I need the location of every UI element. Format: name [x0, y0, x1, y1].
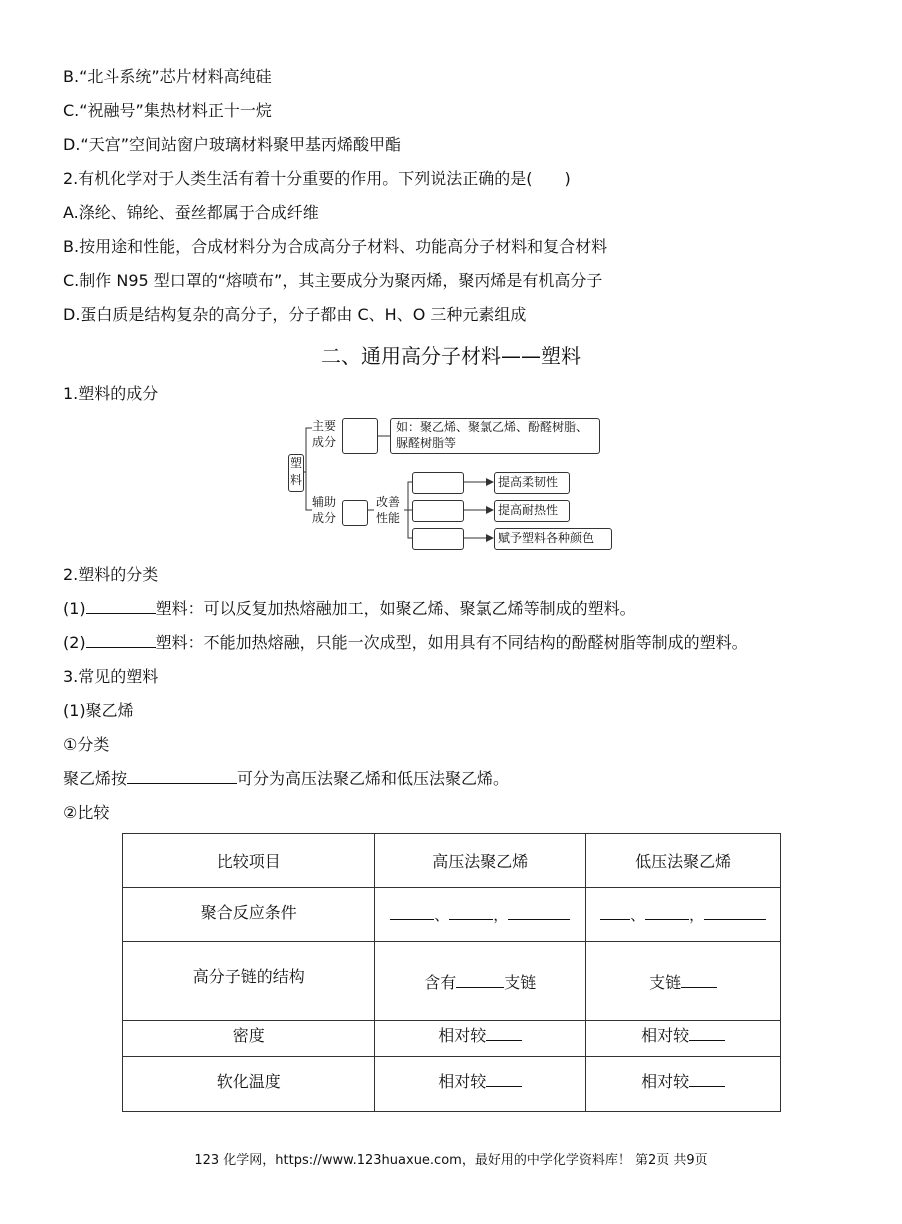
diagram-blank-box-2	[412, 500, 464, 522]
table-cell	[586, 1021, 781, 1057]
cell-text: 相对较	[641, 1072, 690, 1091]
separator: ，	[689, 906, 705, 924]
option-c-line: C.“祝融号”集热材料正十一烷	[63, 101, 272, 120]
fill-blank[interactable]	[86, 599, 156, 614]
question-2-option-c: C.制作 N95 型口罩的“熔喷布”，其主要成分为聚丙烯，聚丙烯是有机高分子	[63, 271, 603, 290]
diagram-blank-box-3	[412, 528, 464, 550]
diagram-blank-box-1	[412, 472, 464, 494]
separator: 、	[630, 906, 646, 924]
subsection-classification: 2.塑料的分类	[63, 565, 159, 584]
page-footer: 123 化学网，https://www.123huaxue.com，最好用的中学化学资料库！ 第2页 共9页	[194, 1153, 708, 1168]
cell-text: 相对较	[438, 1026, 487, 1045]
table-row	[123, 942, 781, 1021]
question-2-option-b: B.按用途和性能，合成材料分为合成高分子材料、功能高分子材料和复合材料	[63, 237, 608, 256]
table-row	[123, 888, 781, 942]
diagram-aux-blank-box	[342, 500, 368, 526]
fill-blank[interactable]	[681, 973, 717, 988]
separator: 、	[434, 906, 450, 924]
cell-text: 支链	[504, 972, 537, 992]
table-header-cell: 比较项目	[123, 834, 375, 888]
table-row-label: 高分子链的结构	[123, 942, 375, 1021]
classification-item-1-number: (1)	[63, 599, 86, 618]
table-cell	[586, 888, 781, 942]
table-row	[123, 1021, 781, 1057]
table-row-label: 软化温度	[123, 1057, 375, 1112]
fill-blank[interactable]	[508, 905, 570, 920]
classification-item-2	[63, 633, 748, 653]
cell-text: 相对较	[641, 1026, 690, 1045]
table-cell	[375, 1021, 586, 1057]
table-cell	[375, 1057, 586, 1112]
cell-text: 含有	[424, 972, 457, 992]
option-b-line: B.“北斗系统”芯片材料高纯硅	[63, 67, 272, 86]
polyethylene-heading: (1)聚乙烯	[63, 701, 134, 720]
fill-blank[interactable]	[456, 973, 504, 988]
classification-item-2-number: (2)	[63, 633, 86, 652]
cell-text: 相对较	[438, 1072, 487, 1091]
fill-blank[interactable]	[689, 1026, 725, 1041]
compare-heading: ②比较	[63, 803, 110, 822]
classify-sentence	[63, 769, 509, 789]
section-heading: 二、通用高分子材料——塑料	[321, 344, 581, 368]
fill-blank[interactable]	[127, 769, 237, 784]
diagram-root-label: 塑料	[290, 456, 303, 487]
fill-blank[interactable]	[449, 905, 493, 920]
question-2: 2.有机化学对于人类生活有着十分重要的作用。下列说法正确的是( )	[63, 169, 571, 188]
diagram-result-1: 提高柔韧性	[498, 475, 559, 489]
question-2-option-d: D.蛋白质是结构复杂的高分子，分子都由 C、H、O 三种元素组成	[63, 305, 527, 324]
table-header-cell: 高压法聚乙烯	[375, 834, 586, 888]
fill-blank[interactable]	[704, 905, 766, 920]
fill-blank[interactable]	[600, 905, 630, 920]
classify-heading: ①分类	[63, 735, 110, 754]
diagram-result-3: 赋予塑料各种颜色	[498, 531, 595, 545]
diagram-main-note: 如：聚乙烯、聚氯乙烯、酚醛树脂、脲醛树脂等	[396, 420, 589, 450]
plastic-composition-diagram	[270, 410, 630, 555]
question-2-option-a: A.涤纶、锦纶、蚕丝都属于合成纤维	[63, 203, 319, 222]
subsection-common-plastics: 3.常见的塑料	[63, 667, 159, 686]
table-cell	[586, 942, 781, 1021]
table-cell	[586, 1057, 781, 1112]
classify-sentence-prefix: 聚乙烯按	[63, 769, 128, 788]
diagram-aux-label: 辅助成分	[312, 495, 337, 525]
classification-item-2-text: 塑料：不能加热熔融，只能一次成型，如用具有不同结构的酚醛树脂等制成的塑料。	[155, 633, 748, 652]
diagram-result-2: 提高耐热性	[498, 503, 559, 517]
table-header-cell: 低压法聚乙烯	[586, 834, 781, 888]
fill-blank[interactable]	[486, 1026, 522, 1041]
table-cell	[375, 942, 586, 1021]
fill-blank[interactable]	[390, 905, 434, 920]
classification-item-1	[63, 599, 636, 619]
fill-blank[interactable]	[689, 1072, 725, 1087]
comparison-table	[122, 833, 781, 1112]
table-header-row	[123, 834, 781, 888]
table-row-label: 聚合反应条件	[123, 888, 375, 942]
fill-blank[interactable]	[486, 1072, 522, 1087]
table-cell	[375, 888, 586, 942]
diagram-improve-label: 改善性能	[376, 495, 401, 525]
table-row	[123, 1057, 781, 1112]
diagram-main-blank-box	[342, 418, 378, 454]
option-d-line: D.“天宫”空间站窗户玻璃材料聚甲基丙烯酸甲酯	[63, 135, 401, 154]
classify-sentence-suffix: 可分为高压法聚乙烯和低压法聚乙烯。	[237, 769, 510, 788]
subsection-composition: 1.塑料的成分	[63, 384, 159, 403]
table-row-label: 密度	[123, 1021, 375, 1057]
classification-item-1-text: 塑料：可以反复加热熔融加工，如聚乙烯、聚氯乙烯等制成的塑料。	[155, 599, 636, 618]
fill-blank[interactable]	[645, 905, 689, 920]
diagram-main-label: 主要成分	[312, 419, 337, 449]
separator: ，	[493, 906, 509, 924]
cell-text: 支链	[649, 972, 682, 992]
fill-blank[interactable]	[86, 633, 156, 648]
